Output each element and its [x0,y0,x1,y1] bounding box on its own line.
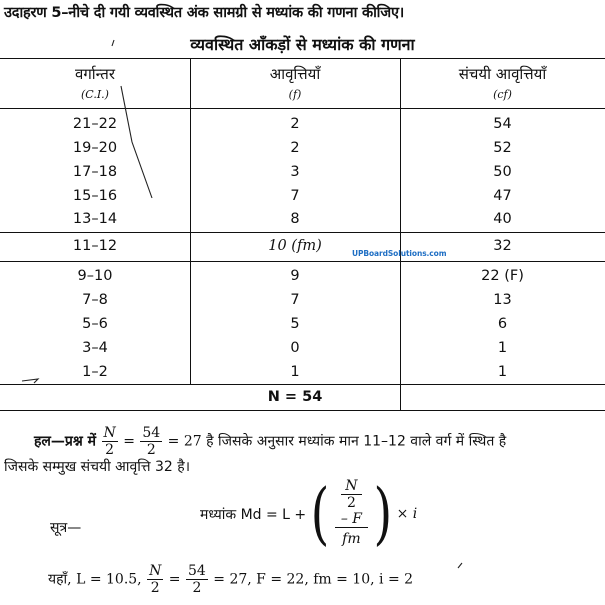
fraction-denominator: 2 [146,442,156,458]
column-subheader-f: (f) [288,88,302,101]
cumulative-frequency: 54 [493,116,512,132]
cumulative-frequency: 47 [493,188,512,204]
pen-tick-mark [112,40,114,46]
class-interval: 19–20 [72,140,118,156]
frequency: 9 [290,268,300,284]
fraction-54-over-2 [140,425,162,458]
column-header-class-interval: वर्गान्तर [75,65,115,83]
cumulative-frequency: 52 [493,140,512,156]
watermark: UPBoardSolutions.com [352,249,447,258]
fraction-denominator: 2 [150,580,160,596]
frequency: 7 [290,188,300,204]
formula-numerator [335,478,368,528]
class-interval: 11–12 [72,238,118,254]
inner-numerator: N [341,478,362,495]
formula-lhs: मध्यांक Md = L + [200,506,307,523]
column-header-frequency: आवृत्तियाँ [269,65,321,83]
given-prefix: यहाँ, L = 10.5, [48,571,142,588]
pen-stroke-line [121,86,152,198]
frequency: 3 [290,164,300,180]
cumulative-frequency: 1 [497,364,508,380]
class-interval: 17–18 [72,164,118,180]
class-interval: 13–14 [72,211,118,227]
given-values: यहाँ, L = 10.5, $\frac{N}{2}$ = $\frac{54}{2}$ = 27, F = 22, fm = 10, i = 2 [48,563,414,596]
frequency: 7 [290,292,300,308]
cumulative-frequency: 22 (F) [481,268,524,284]
formula-minus-f: – F [340,511,362,527]
cumulative-frequency: 50 [493,164,512,180]
solution-line-2: जिसके सम्मुख संचयी आवृत्ति 32 है। [4,459,191,475]
frequency: 5 [290,316,300,332]
class-interval: 5–6 [82,316,108,332]
class-interval: 1–2 [82,364,108,380]
example-heading: उदाहरण 5–नीचे दी गयी व्यवस्थित अंक सामग्री से मध्यांक की गणना कीजिए। [4,5,405,21]
solution-text: है जिसके अनुसार मध्यांक मान 11–12 वाले वर्ग में स्थित है [206,433,507,450]
class-interval: 15–16 [72,188,118,204]
frequency: 2 [290,116,300,132]
column-subheader-ci: (C.I.) [81,88,109,101]
fraction-n-over-2 [102,425,118,458]
pen-arrow-mark [22,379,38,383]
frequency: 2 [290,140,300,156]
solution-prefix: हल—प्रश्न में [34,433,97,450]
class-interval: 3–4 [82,340,108,356]
fraction-numerator: 54 [142,425,161,441]
formula-label: सूत्र— [50,520,82,536]
given-rest: = 27, F = 22, fm = 10, i = 2 [213,571,414,588]
pen-small-mark [458,563,462,568]
cumulative-frequency: 32 [493,238,512,254]
inner-denominator: 2 [346,495,356,511]
class-interval: 21–22 [72,116,118,132]
fraction-numerator: N [103,425,116,441]
cumulative-frequency: 1 [497,340,508,356]
column-subheader-cf: (cf) [493,88,512,101]
fraction-denominator: 2 [192,580,202,596]
solution-line-1: हल—प्रश्न में $\frac{N}{2}$ = $\frac{54}{2}$ = 27 है जिसके अनुसार मध्यांक मान 11–12 वाले वर्ग में स्थित है [34,425,507,458]
formula-denominator: fm [342,531,361,547]
median-formula: मध्यांक Md = L + ( N 2 – F fm ) × i [200,474,418,554]
frequency: 8 [290,211,300,227]
frequency: 1 [290,364,300,380]
class-interval: 7–8 [82,292,108,308]
table-caption: व्यवस्थित आँकड़ों से मध्यांक की गणना [190,35,415,54]
equation-result: = 27 [167,433,202,450]
formula-inner-fraction [341,478,362,511]
cumulative-frequency: 6 [497,316,508,332]
fraction-numerator: 54 [187,563,206,579]
given-fraction-n [147,563,163,596]
fraction-denominator: 2 [105,442,115,458]
cumulative-frequency: 40 [493,211,512,227]
column-header-cumulative-frequency: संचयी आवृत्तियाँ [458,65,547,83]
total-frequency: N = 54 [267,389,323,405]
class-interval: 9–10 [77,268,113,284]
given-fraction-54 [186,563,208,596]
cumulative-frequency: 13 [493,292,512,308]
frequency: 10 (fm) [268,238,322,254]
formula-big-fraction [335,478,368,550]
frequency: 0 [290,340,300,356]
formula-times-i: × i [396,506,418,522]
fraction-numerator: N [149,563,162,579]
